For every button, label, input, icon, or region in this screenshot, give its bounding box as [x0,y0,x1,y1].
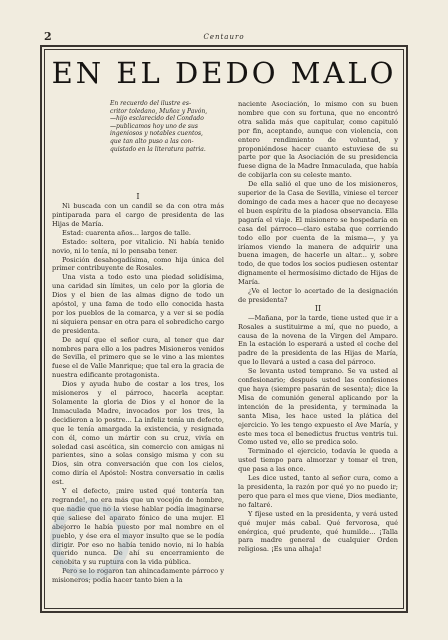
paragraph: naciente Asociación, lo mismo con su buen nombre que con su fortuna, que no encontró otra salida más que capitular, como capituló por fin, aceptando, aunque con violencia, con entero rendimiento de voluntad, y proponiéndose hacer cuanto estuviese de su parte por que la Asociación de su presidencia fuese digna de la Madre Inmaculada, que había de cobijarla con su celeste manto. [238,100,398,180]
paragraph: Y el defecto, ¡mire usted qué tontería tan regrande!, no era más que un vocejón de hombre, que nadie que no la viese hablar podía imaginarse que saliese del aparato fónico de una mujer. El abejorro le había puesto por mal nombre en el pueblo, y ése era el mayor insulto que se le podía dirigir. Por eso no había tenido novio, ni lo había querido nunca. De ahí su encerramiento de cenobita y su ruptura con la vida pública. [52,487,224,567]
article-title: EN EL DEDO MALO [51,56,397,90]
paragraph: De aquí que el señor cura, al tener que dar nombres para ello a los padres Misioneros venidos de Sevilla, el primero que se le vino a las mientes fuese el de Valle Manrique; que tal era la gracia de nuestra edificante protagonista. [52,335,224,380]
watermark-logo-icon [50,500,130,580]
paragraph: —Mañana, por la tarde, tiene usted que ir a Rosales a sustituirme a mí, que no puedo, a causa de la novena de la Virgen del Amparo. En la estación lo esperará a usted el coche del padre de la presidenta de las Hijas de María, que lo llevará a usted a casa del párroco. [238,313,398,367]
section-heading: II [314,303,322,313]
paragraph: Terminado el ejercicio, todavía le queda a usted tiempo para almorzar y tomar el tren, que pasa a las once. [238,447,398,474]
paragraph: Y fíjese usted en la presidenta, y verá usted qué mujer más cabal. Qué fervorosa, qué enérgica, qué prudente, qué humilde... ¡Talla para madre general de cualquier Orden religiosa. ¡Es una alhaja! [238,509,398,554]
right-column [238,100,398,554]
paragraph: Posición desahogadísima, como hija única del primer contribuyente de Rosales. [52,255,224,273]
publication-header: Centauro [203,33,245,41]
paragraph: Estad: cuarenta años... largos de talle. [62,228,191,237]
section-heading: I [136,192,140,202]
page-number: 2 [44,30,52,43]
paragraph: Dios y ayuda hubo de costar a los tres, los misioneros y el párroco, hacerla aceptar. Solamente la gloria de Dios y el honor de la Inmaculada Madre, invocados por los tres, la decidieron a lo postre... La infeliz tenía un defecto, que le tenía amargada la existencia, y resignada con él, como un mártir con su cruz, vivía en soledad casi ascética, sin comercio con amigas ni parientes, sino a solas consigo misma y con su Dios, sin otra conversación que con los cielos, como diría el Apóstol: Nostra conversatio in cælis est. [52,380,224,487]
paragraph: Pero se lo rogaron tan ahincadamente párroco y misioneros; podía hacer tanto bien a la [52,567,224,585]
paragraph: Una vista a todo esto una piedad solidísima, una caridad sin límites, un celo por la gloria de Dios y el bien de las almas digno de todo un apóstol, y una fama de todo ello conocida hasta por los pueblos de la comarca, y a ver si se podía ni siquiera pensar en otra para el sobredicho cargo de presidenta. [52,273,224,335]
paragraph: Les dice usted, tanto al señor cura, como a la presidenta, la razón por qué yo no puedo ir; pero que para el mes que viene, Dios mediante, no faltaré. [238,474,398,509]
paragraph: Se levanta usted temprano. Se va usted al confesionario; después usted las confesiones que haya (siempre pasarán de sesenta); dice la Misa de comunión general aplicando por la intención de la presidenta, y terminada la santa Misa, les hace usted la plática del ejercicio. Yo les tengo expuesto el Ave María, y este mes toca el benedictus fructus ventris tui. Como usted ve, ello se predica solo. [238,367,398,447]
dedication: En recuerdo del ilustre es- critor toledano, Muñoz y Pavón, —hijo esclarecido del Condado —publicamos hoy uno de sus ingeniosos y notables cuentos, que tan alto puso a las con- quistado en la literatura patria. [110,100,208,153]
paragraph: Estado: soltera, por vitalicio. Ni había tenido novio, ni lo tenía, ni lo pensaba tener. [52,237,224,255]
paragraph: ¿Ve el lector lo acertado de la designación de presidenta? [238,287,398,304]
paragraph: Ni buscada con un candil se da con otra más pintiparada para el cargo de presidenta de las Hijas de María. [52,202,224,228]
paragraph: De ella salió el que uno de los misioneros, superior de la Casa de Sevilla, viniese el tercer domingo de cada mes a hacer que no decayese el buen espíritu de la piadosa observancia. Ella pagaría el viaje. El misionero se hospedaría en casa del párroco—claro estaba que corriendo todo ello por cuenta de la misma—, y ya iríamos viendo la manera de adquirir una buena imagen, de hacerle un altar... y, sobre todo, de que todos los socios pudiesen ostentar dignamente el hermosísimo dictado de Hijas de María. [238,180,398,287]
